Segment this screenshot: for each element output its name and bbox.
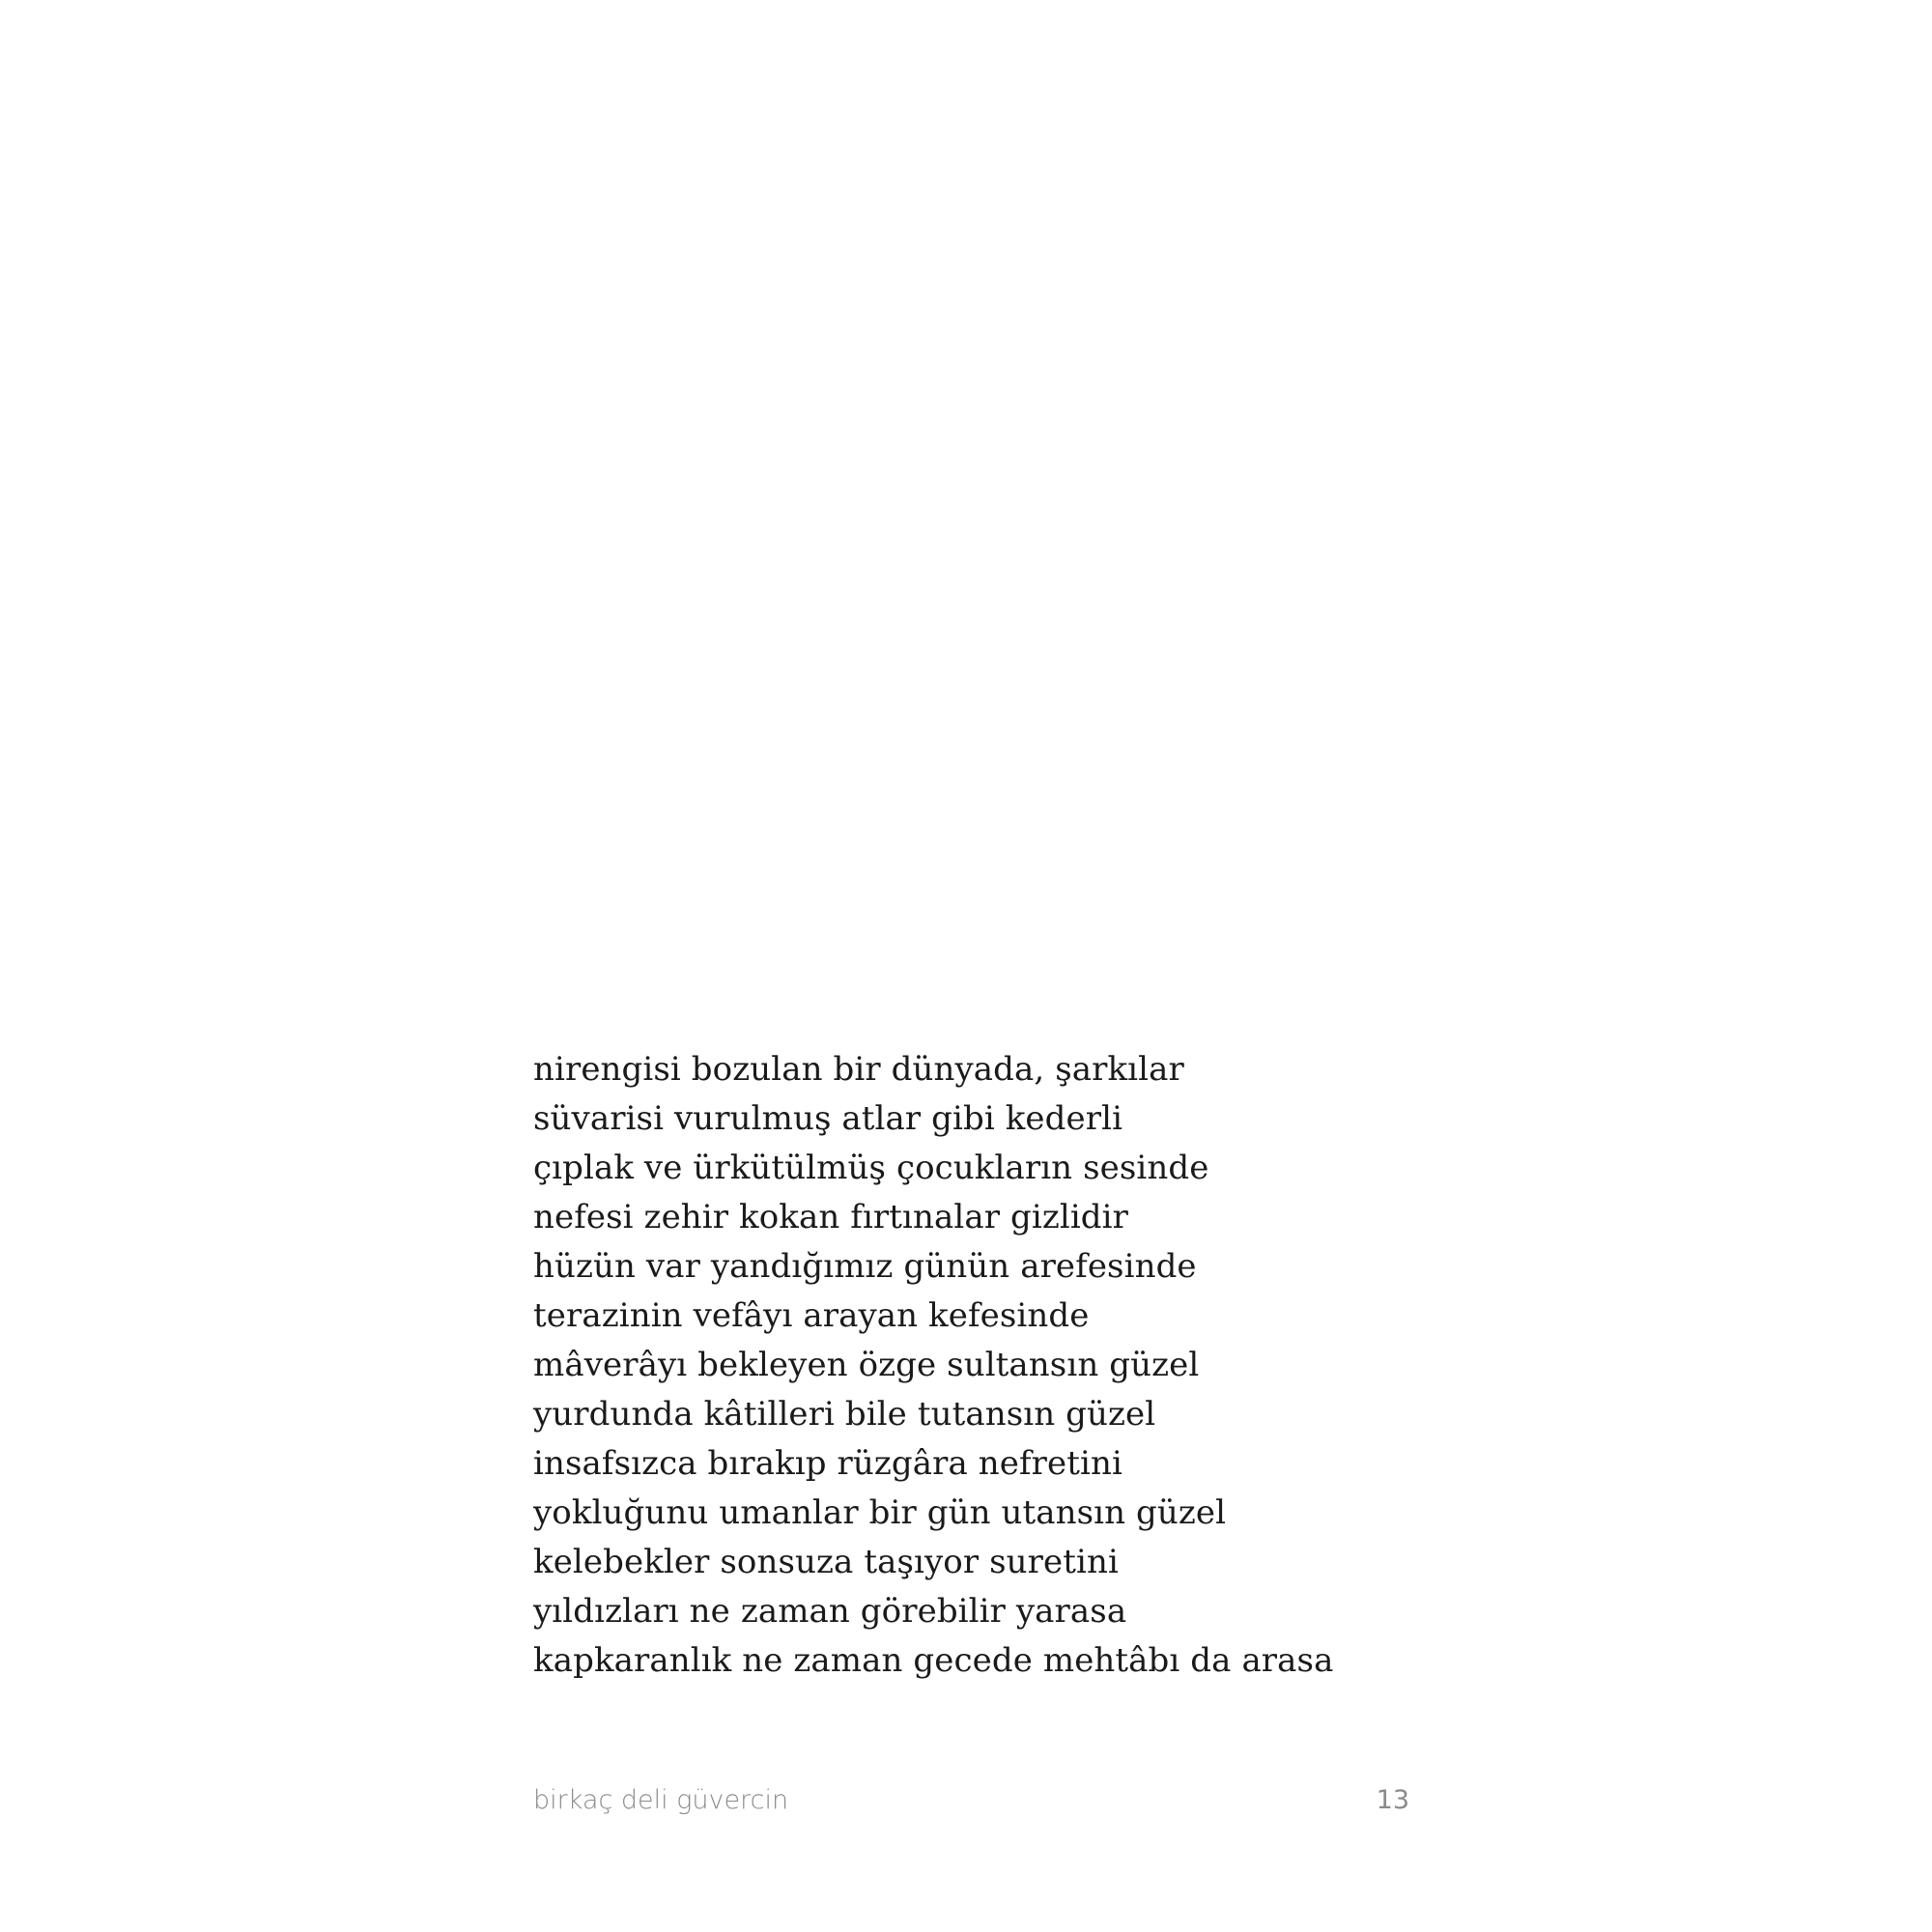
- poem-line: çıplak ve ürkütülmüş çocukların sesinde: [533, 1149, 1209, 1187]
- poem-line: nirengisi bozulan bir dünyada, şarkılar: [533, 1050, 1184, 1089]
- poem-line: kelebekler sonsuza taşıyor suretini: [533, 1543, 1119, 1581]
- poem-line: terazinin vefâyı arayan kefesinde: [533, 1296, 1090, 1335]
- poem-line: nefesi zehir kokan fırtınalar gizlidir: [533, 1198, 1128, 1236]
- running-footer-title: birkaç deli güvercin: [533, 1785, 789, 1815]
- poem-line: kapkaranlık ne zaman gecede mehtâbı da arasa: [533, 1641, 1334, 1680]
- poem-line: yokluğunu umanlar bir gün utansın güzel: [533, 1493, 1227, 1532]
- poem-line: hüzün var yandığımız günün arefesinde: [533, 1247, 1197, 1286]
- poem-line: süvarisi vurulmuş atlar gibi kederli: [533, 1099, 1123, 1138]
- poem-line: insafsızca bırakıp rüzgâra nefretini: [533, 1444, 1122, 1483]
- poem: [533, 1045, 1403, 1686]
- poem-line: mâverâyı bekleyen özge sultansın güzel: [533, 1346, 1200, 1384]
- poem-line: yurdunda kâtilleri bile tutansın güzel: [533, 1395, 1156, 1434]
- poem-line: yıldızları ne zaman görebilir yarasa: [533, 1592, 1127, 1631]
- page-number: 13: [1376, 1785, 1409, 1815]
